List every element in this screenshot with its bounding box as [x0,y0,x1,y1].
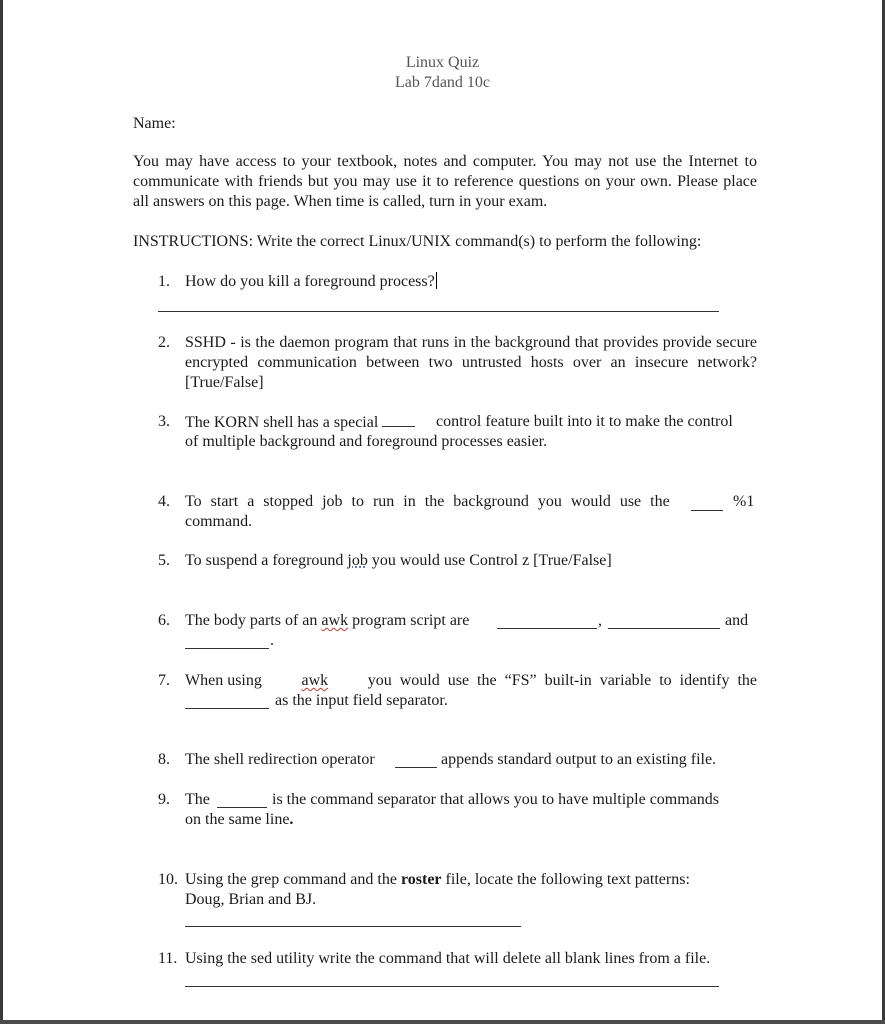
question-text: %1 [733,493,755,510]
question-text: appends standard output to an existing file. [441,751,717,768]
fill-blank[interactable] [185,634,269,649]
intro-paragraph: You may have access to your textbook, notes and computer. You may not use the Internet to communicate with friends but you may use it to reference questions on your own. Please place all answers on this page. When time is called, turn in your exam. [133,153,757,210]
question-text: and [725,612,749,629]
fill-blank[interactable] [497,614,597,629]
question-text: When using [185,672,262,689]
question-number: 10. [158,871,178,888]
question-text: command. [185,513,253,530]
quiz-title: Linux Quiz [405,54,480,71]
question-number: 1. [158,273,170,290]
question-number: 6. [158,612,170,629]
question-text: Using the sed utility write the command that will delete all blank lines from a file. [185,950,711,967]
question-text: as the input field separator. [275,692,448,709]
question-text: To suspend a foreground [185,552,344,569]
question-text: control feature built into it to make the control [436,413,733,430]
question-number: 8. [158,751,170,768]
period: . [289,811,294,828]
question-number: 7. [158,672,170,689]
question-text: you would use Control z [True/False] [371,552,612,569]
quiz-subtitle: Lab 7dand 10c [394,74,491,91]
question-text: The shell redirection operator [185,751,375,768]
question-text: How do you kill a foreground process? [185,273,435,290]
question-text: on the same line [185,811,290,828]
spelling-flagged-word: awk [301,672,329,689]
instructions: INSTRUCTIONS: Write the correct Linux/UNIX command(s) to perform the following: [133,233,702,250]
question-text: Using the grep command and the [185,871,397,888]
question-text: you would use the “FS” built-in variable to identify the [367,672,757,689]
fill-blank[interactable] [395,753,437,768]
fill-blank[interactable] [608,614,720,629]
page-border-bottom [0,1020,885,1024]
period: . [270,632,274,649]
answer-line[interactable] [158,311,719,312]
question-1 [185,272,437,292]
question-text: The [185,791,210,808]
question-number: 3. [158,413,170,430]
fill-blank[interactable] [382,412,415,427]
question-5 [185,551,612,571]
question-6 [185,611,469,631]
fill-blank[interactable] [217,793,267,808]
question-text: file, locate the following text patterns: [445,871,690,888]
answer-line[interactable] [185,926,521,927]
question-text: Doug, Brian and BJ. [185,891,317,908]
question-text: The body parts of an [185,612,318,629]
question-text: of multiple background and foreground processes easier. [185,433,548,450]
grammar-flagged-word: job [347,552,368,569]
bold-term: roster [400,871,442,888]
answer-line[interactable] [185,986,719,987]
question-number: 2. [158,334,170,351]
question-2: SSHD - is the daemon program that runs in the background that provides provide secure encrypted communication between two untrusted hosts over an insecure network? [True/False] [185,334,757,391]
fill-blank[interactable] [185,694,269,709]
text-cursor [436,272,437,289]
spelling-flagged-word: awk [321,612,349,629]
question-text: To start a stopped job to run in the background you would use the [185,493,670,510]
fill-blank[interactable] [691,496,723,511]
name-label: Name: [133,115,176,132]
question-text: program script are [352,612,470,629]
question-number: 9. [158,791,170,808]
question-text: is the command separator that allows you to have multiple commands [272,791,720,808]
question-10 [185,870,690,890]
question-number: 11. [158,950,178,967]
question-text: The KORN shell has a special [185,414,379,431]
question-number: 4. [158,493,170,510]
question-9-line2 [185,810,293,830]
question-number: 5. [158,552,170,569]
question-7 [185,671,757,691]
question-3 [185,412,415,433]
comma: , [598,612,602,629]
